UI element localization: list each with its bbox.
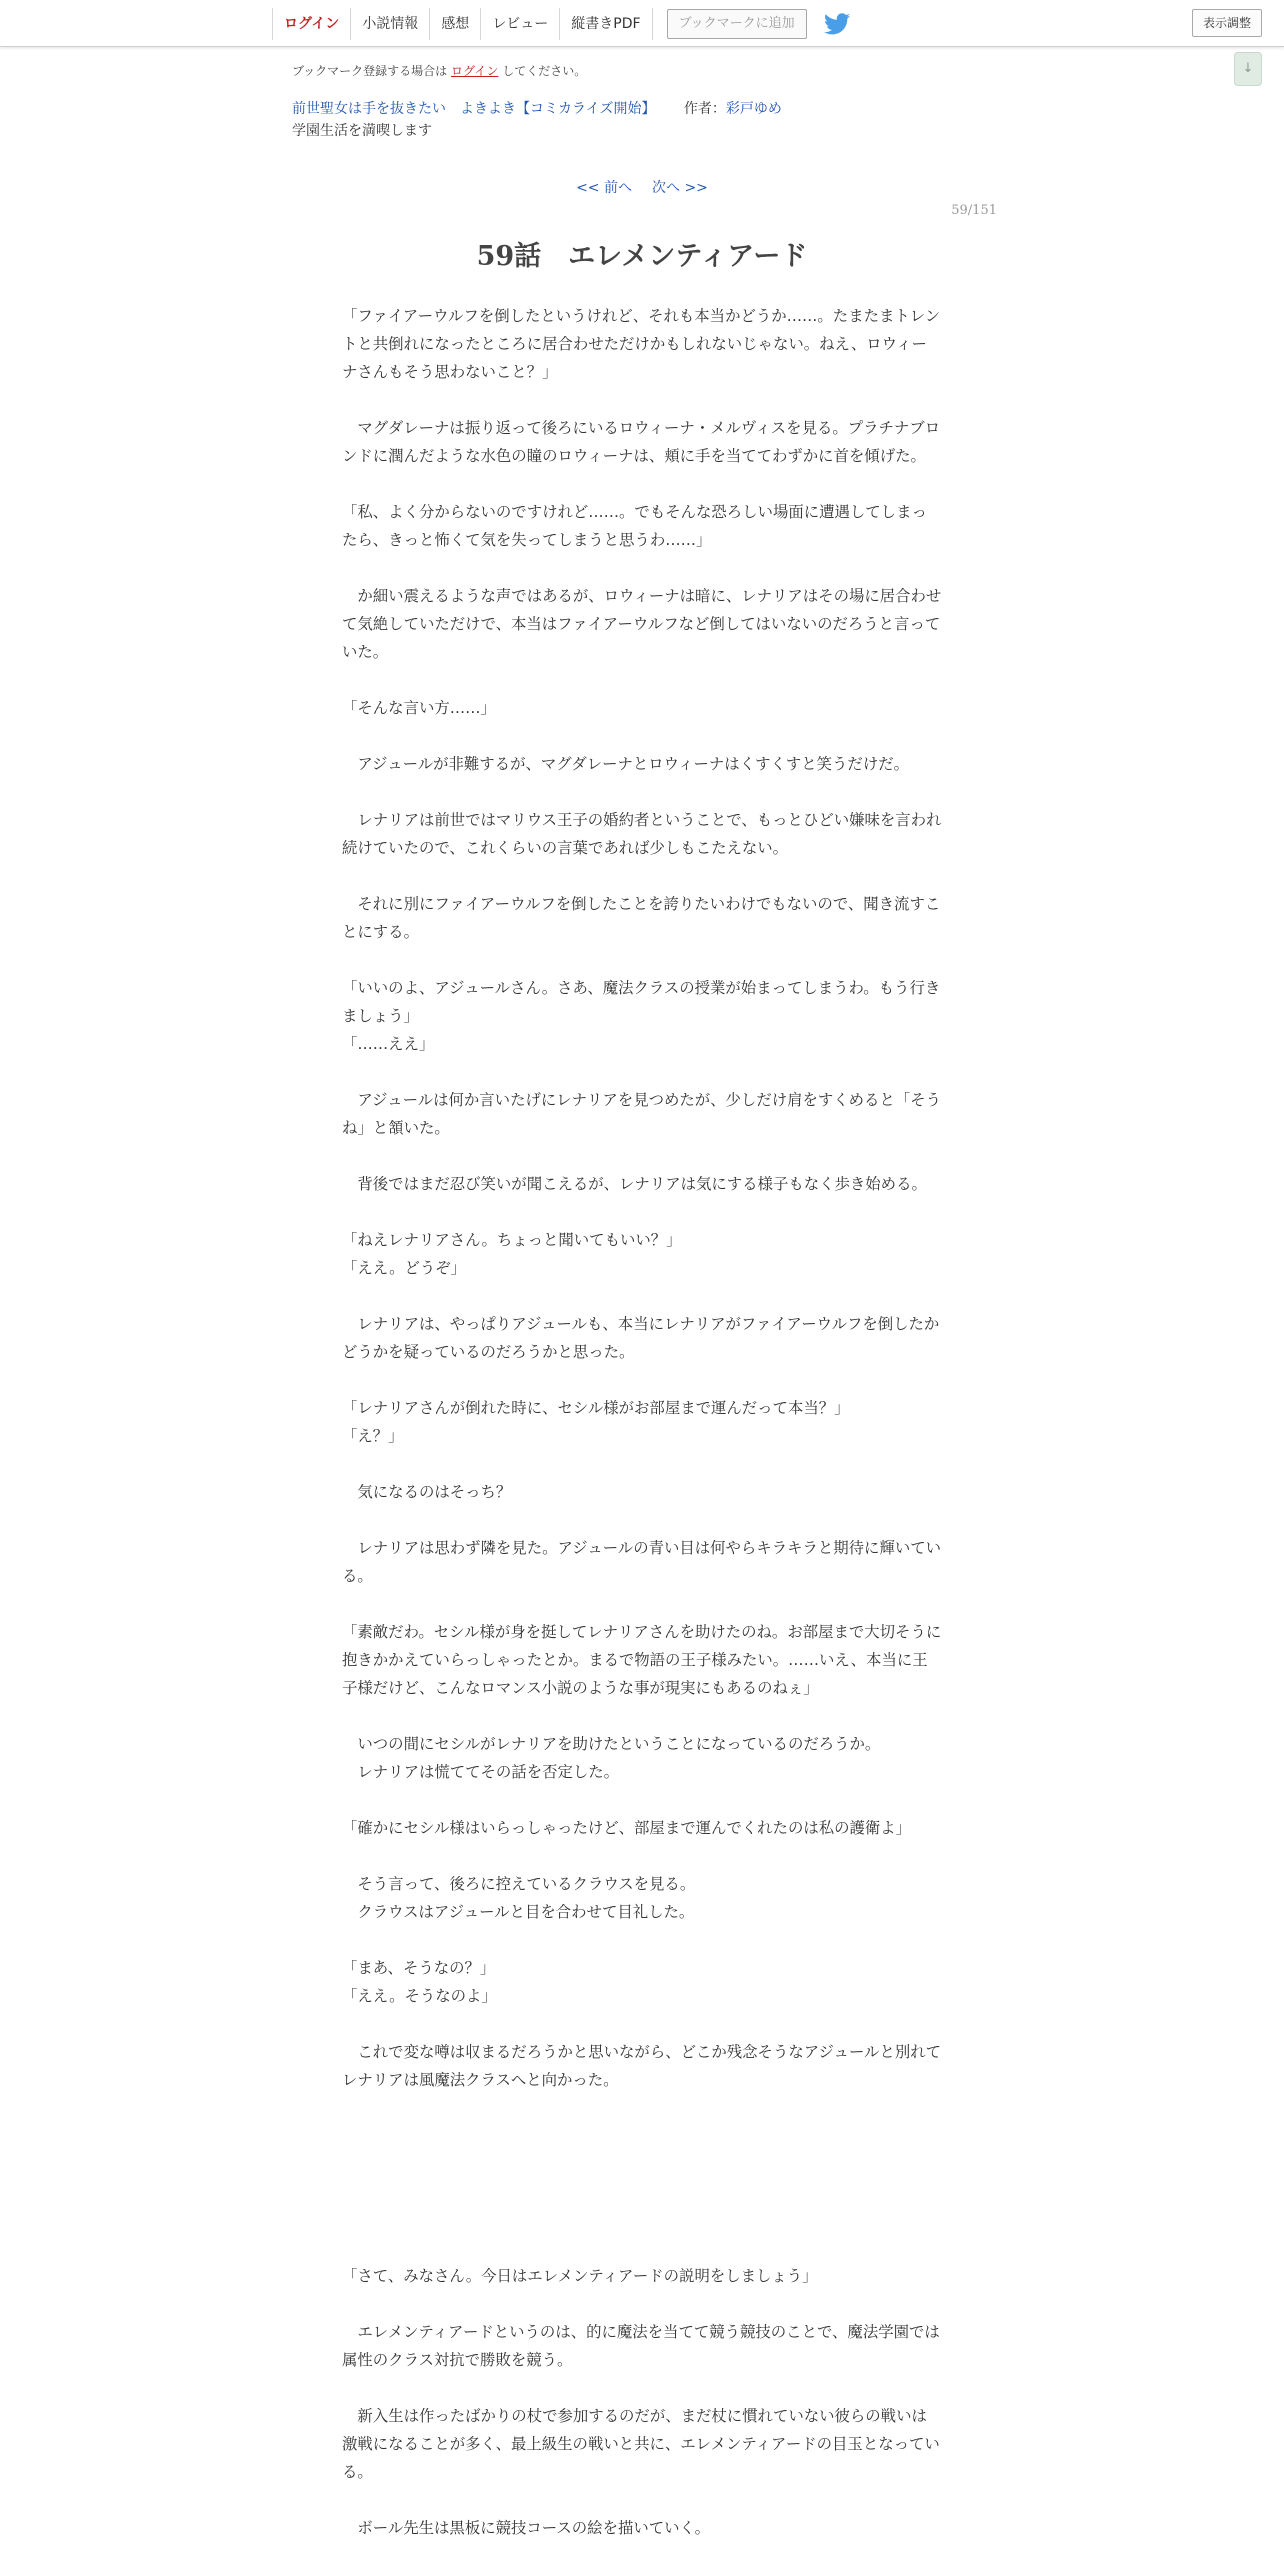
body-paragraph bbox=[342, 862, 942, 890]
pager bbox=[0, 177, 1284, 197]
body-paragraph bbox=[342, 2290, 942, 2318]
body-paragraph bbox=[342, 2178, 942, 2206]
body-paragraph: 「私、よく分からないのですけれど……。でもそんな恐ろしい場面に遭遇してしまったら、きっと怖くて気を失ってしまうと思うわ……」 bbox=[342, 503, 927, 549]
body-paragraph bbox=[342, 946, 942, 974]
body-paragraph: そう言って、後ろに控えているクラウスを見る。 bbox=[342, 1875, 696, 1893]
author-link[interactable]: 彩戸ゆめ bbox=[725, 101, 782, 117]
body-paragraph: 「ええ。どうぞ」 bbox=[342, 1259, 467, 1277]
body-paragraph bbox=[342, 2010, 942, 2038]
body-paragraph bbox=[342, 778, 942, 806]
body-paragraph bbox=[342, 2234, 942, 2262]
body-paragraph bbox=[342, 1366, 942, 1394]
body-paragraph: いつの間にセシルがレナリアを助けたということになっているのだろうか。 bbox=[342, 1735, 881, 1753]
body-paragraph bbox=[342, 1058, 942, 1086]
body-paragraph bbox=[342, 2150, 942, 2178]
body-paragraph bbox=[342, 1842, 942, 1870]
body-paragraph: 「確かにセシル様はいらっしゃったけど、部屋まで運んでくれたのは私の護衛よ」 bbox=[342, 1819, 912, 1837]
body-paragraph: か細い震えるような声ではあるが、ロウィーナは暗に、レナリアはその場に居合わせて気絶していただけで、本当はファイアーウルフなど倒してはいないのだろうと言っていた。 bbox=[342, 587, 942, 661]
body-paragraph: 新入生は作ったばかりの杖で参加するのだが、まだ杖に慣れていない彼らの戦いは激戦になることが多く、最上級生の戦いと共に、エレメンティアードの目玉となっている。 bbox=[342, 2407, 940, 2481]
bookmark-notice-suffix: してください。 bbox=[502, 64, 587, 78]
novel-header bbox=[292, 98, 782, 118]
body-paragraph: 「ええ。そうなのよ」 bbox=[342, 1987, 497, 2005]
body-paragraph bbox=[342, 2206, 942, 2234]
body-paragraph: 「さて、みなさん。今日はエレメンティアードの説明をしましょう」 bbox=[342, 2267, 818, 2285]
nav-review[interactable]: レビュー bbox=[480, 8, 559, 40]
add-bookmark-button[interactable]: ブックマークに追加 bbox=[667, 9, 807, 39]
body-paragraph: レナリアは、やっぱりアジュールも、本当にレナリアがファイアーウルフを倒したかどうかを疑っているのだろうかと思った。 bbox=[342, 1315, 940, 1361]
body-paragraph: 「ねえレナリアさん。ちょっと聞いてもいい？」 bbox=[342, 1231, 682, 1249]
next-page-link[interactable]: 次へ >> bbox=[652, 180, 708, 196]
body-paragraph bbox=[342, 666, 942, 694]
body-paragraph bbox=[342, 722, 942, 750]
page-count: 59/151 bbox=[951, 203, 997, 218]
body-paragraph: エレメンティアードというのは、的に魔法を当てて競う競技のことで、魔法学園では属性のクラス対抗で勝敗を競う。 bbox=[342, 2323, 940, 2369]
display-settings-button[interactable]: 表示調整 bbox=[1192, 9, 1262, 37]
body-paragraph bbox=[342, 470, 942, 498]
nav-login[interactable]: ログイン bbox=[272, 8, 350, 40]
body-paragraph bbox=[342, 1926, 942, 1954]
body-paragraph bbox=[342, 2094, 942, 2122]
body-paragraph: アジュールは何か言いたげにレナリアを見つめたが、少しだけ肩をすくめると「そうね」と頷いた。 bbox=[342, 1091, 942, 1137]
chapter-group-title: 学園生活を満喫します bbox=[292, 123, 432, 139]
body-paragraph bbox=[342, 1282, 942, 1310]
body-paragraph bbox=[342, 554, 942, 582]
body-paragraph bbox=[342, 2486, 942, 2514]
body-paragraph: それに別にファイアーウルフを倒したことを誇りたいわけでもないので、聞き流すことにする。 bbox=[342, 895, 941, 941]
body-paragraph bbox=[342, 386, 942, 414]
body-paragraph: 「素敵だわ。セシル様が身を挺してレナリアさんを助けたのね。お部屋まで大切そうに抱きかかえていらっしゃったとか。まるで物語の王子様みたい。……いえ、本当に王子様だけど、こんなロマンス小説のような事が現実にもあるのねぇ」 bbox=[342, 1623, 942, 1697]
body-paragraph: 「レナリアさんが倒れた時に、セシル様がお部屋まで運んだって本当？」 bbox=[342, 1399, 850, 1417]
author-label: 作者： bbox=[683, 101, 726, 117]
body-paragraph: ボール先生は黒板に競技コースの絵を描いていく。 bbox=[342, 2519, 710, 2537]
body-paragraph: クラウスはアジュールと目を合わせて目礼した。 bbox=[342, 1903, 695, 1921]
novel-body bbox=[342, 302, 942, 2542]
twitter-icon[interactable] bbox=[824, 13, 850, 35]
body-paragraph: 「いいのよ、アジュールさん。さあ、魔法クラスの授業が始まってしまうわ。もう行きましょう」 bbox=[342, 979, 941, 1025]
nav-vertical-pdf[interactable]: 縦書きPDF bbox=[559, 8, 652, 40]
bookmark-notice-prefix: ブックマーク登録する場合は bbox=[292, 64, 448, 78]
body-paragraph: 「ファイアーウルフを倒したというけれど、それも本当かどうか……。たまたまトレントと共倒れになったところに居合わせただけかもしれないじゃない。ねえ、ロウィーナさんもそう思わないこと？」 bbox=[342, 307, 941, 381]
body-paragraph: レナリアは慌ててその話を否定した。 bbox=[342, 1763, 620, 1781]
prev-page-link[interactable]: << 前へ bbox=[576, 180, 632, 196]
body-paragraph: レナリアは思わず隣を見た。アジュールの青い目は何やらキラキラと期待に輝いている。 bbox=[342, 1539, 942, 1585]
body-paragraph bbox=[342, 2122, 942, 2150]
scroll-down-button[interactable]: ↓ bbox=[1234, 52, 1262, 86]
bookmark-login-link[interactable]: ログイン bbox=[451, 64, 499, 78]
body-paragraph bbox=[342, 1450, 942, 1478]
bookmark-login-notice bbox=[292, 62, 586, 79]
body-paragraph: 気になるのはそっち？ bbox=[342, 1483, 512, 1501]
body-paragraph bbox=[342, 1786, 942, 1814]
body-paragraph: 「え？」 bbox=[342, 1427, 404, 1445]
body-paragraph: 「そんな言い方……」 bbox=[342, 699, 496, 717]
body-paragraph bbox=[342, 1142, 942, 1170]
global-nav bbox=[272, 8, 850, 40]
nav-impressions[interactable]: 感想 bbox=[429, 8, 480, 40]
body-paragraph: 「まあ、そうなの？」 bbox=[342, 1959, 496, 1977]
body-paragraph bbox=[342, 1506, 942, 1534]
body-paragraph: マグダレーナは振り返って後ろにいるロウィーナ・メルヴィスを見る。プラチナブロンドに潤んだような水色の瞳のロウィーナは、頬に手を当ててわずかに首を傾げた。 bbox=[342, 419, 941, 465]
nav-novel-info[interactable]: 小説情報 bbox=[350, 8, 429, 40]
body-paragraph bbox=[342, 1590, 942, 1618]
chapter-title: 59話 エレメンティアード bbox=[476, 241, 808, 272]
novel-title-link[interactable]: 前世聖女は手を抜きたい よきよき【コミカライズ開始】 bbox=[292, 101, 656, 117]
body-paragraph bbox=[342, 1198, 942, 1226]
body-paragraph bbox=[342, 1702, 942, 1730]
body-paragraph: 背後ではまだ忍び笑いが聞こえるが、レナリアは気にする様子もなく歩き始める。 bbox=[342, 1175, 927, 1193]
body-paragraph: 「……ええ」 bbox=[342, 1035, 435, 1053]
body-paragraph: レナリアは前世ではマリウス王子の婚約者ということで、もっとひどい嫌味を言われ続けていたので、これくらいの言葉であれば少しもこたえない。 bbox=[342, 811, 942, 857]
body-paragraph: これで変な噂は収まるだろうかと思いながら、どこか残念そうなアジュールと別れてレナリアは風魔法クラスへと向かった。 bbox=[342, 2043, 942, 2089]
body-paragraph bbox=[342, 2374, 942, 2402]
top-navigation-bar bbox=[0, 0, 1284, 47]
body-paragraph: アジュールが非難するが、マグダレーナとロウィーナはくすくすと笑うだけだ。 bbox=[342, 755, 909, 773]
